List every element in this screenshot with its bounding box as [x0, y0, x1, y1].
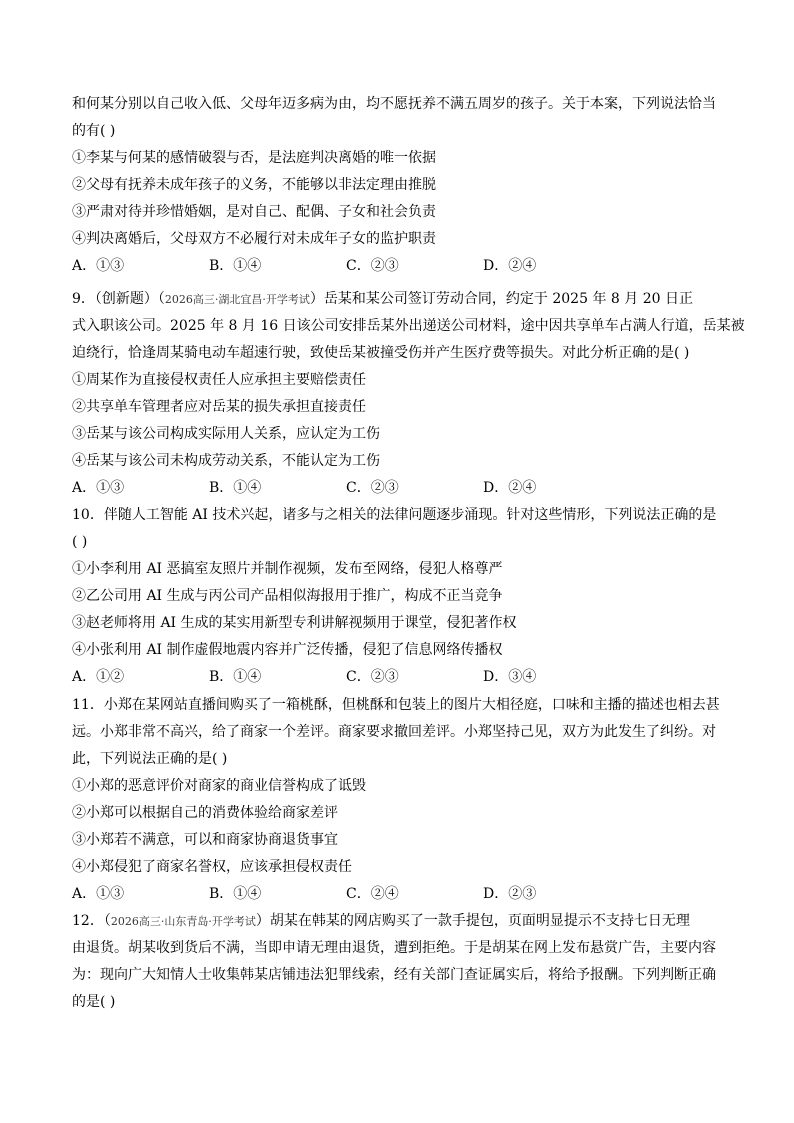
- question-tag: （创新题）（: [94, 291, 165, 307]
- question-source: 2026高三·山东青岛·开学考试: [110, 915, 256, 928]
- option-c: C．②③: [346, 258, 399, 274]
- option-a: A．①③: [72, 480, 125, 496]
- option-b: B．①④: [209, 258, 262, 274]
- question-8: [72, 91, 732, 280]
- answer-options: [72, 475, 732, 502]
- question-stem-line: 远。小郑非常不高兴，给了商家一个差评。商家要求撤回差评。小郑坚持己见，双方为此发生了纠纷。对: [72, 724, 716, 740]
- option-b: B．①④: [209, 886, 262, 902]
- answer-options: [72, 253, 732, 280]
- question-stem-line: 11．小郑在某网站直播间购买了一箱桃酥，但桃酥和包装上的图片大相径庭，口味和主播的描述也相去甚: [72, 697, 720, 713]
- question-stem-line: 式入职该公司。2025 年 8 月 16 日该公司安排岳某外出递送公司材料，途中因共享单车占满人行道，岳某被: [72, 318, 745, 334]
- question-stem-text: ）胡某在韩某的网店购买了一款手提包，页面明显提示不支持七日无理: [255, 913, 690, 929]
- statement: ③岳某与该公司构成实际用人关系，应认定为工伤: [72, 426, 380, 442]
- statement: ③严肃对待并珍惜婚姻，是对自己、配偶、子女和社会负责: [72, 204, 436, 220]
- option-c: C．②③: [346, 480, 399, 496]
- question-stem-line: 10．伴随人工智能 AI 技术兴起，诸多与之相关的法律问题逐步涌现。针对这些情形，下列说法正确的是: [72, 507, 717, 523]
- statement: ④岳某与该公司未构成劳动关系，不能认定为工伤: [72, 453, 380, 469]
- question-stem-line: 由退货。胡某收到货后不满，当即申请无理由退货，遭到拒绝。于是胡某在网上发布悬赏广告，主要内容: [72, 940, 716, 956]
- option-a: A．①②: [72, 669, 125, 685]
- question-stem-text: ）岳某和某公司签订劳动合同，约定于 2025 年 8 月 20 日正: [309, 291, 693, 307]
- question-stem-line: 的是( ): [72, 994, 116, 1010]
- question-12: [72, 908, 732, 1016]
- statement: ②小郑可以根据自己的消费体验给商家差评: [72, 805, 338, 821]
- question-stem-line: [72, 908, 732, 935]
- question-number: 12．（: [72, 913, 111, 929]
- question-stem-line: 此，下列说法正确的是( ): [72, 751, 228, 767]
- option-d: D．②④: [483, 480, 537, 496]
- statement: ①周某作为直接侵权责任人应承担主要赔偿责任: [72, 372, 366, 388]
- statement: ②父母有抚养未成年孩子的义务，不能够以非法定理由推脱: [72, 177, 436, 193]
- answer-options: [72, 664, 732, 691]
- option-b: B．①④: [209, 669, 262, 685]
- option-d: D．②③: [483, 886, 537, 902]
- statement: ④小张利用 AI 制作虚假地震内容并广泛传播，侵犯了信息网络传播权: [72, 642, 503, 658]
- statement: ①李某与何某的感情破裂与否，是法庭判决离婚的唯一依据: [72, 150, 436, 166]
- option-b: B．①④: [209, 480, 262, 496]
- statement: ③赵老师将用 AI 生成的某实用新型专利讲解视频用于课堂，侵犯著作权: [72, 615, 517, 631]
- option-a: A．①③: [72, 258, 125, 274]
- statement: ③小郑若不满意，可以和商家协商退货事宜: [72, 832, 338, 848]
- option-c: C．②③: [346, 669, 399, 685]
- option-a: A．①③: [72, 886, 125, 902]
- question-source: 2026高三·湖北宜昌·开学考试: [164, 293, 310, 306]
- statement: ④判决离婚后，父母双方不必履行对未成年子女的监护职责: [72, 231, 436, 247]
- question-10: [72, 502, 732, 691]
- option-d: D．②④: [483, 258, 537, 274]
- question-11: [72, 692, 732, 908]
- question-stem-line: [72, 286, 732, 313]
- question-stem-line: 的有( ): [72, 123, 116, 139]
- statement: ①小李利用 AI 恶搞室友照片并制作视频，发布至网络，侵犯人格尊严: [72, 561, 503, 577]
- statement: ②共享单车管理者应对岳某的损失承担直接责任: [72, 399, 366, 415]
- question-stem-line: ( ): [72, 534, 88, 550]
- answer-options: [72, 881, 732, 908]
- question-stem-line: 为：现向广大知情人士收集韩某店铺违法犯罪线索，经有关部门查证属实后，将给予报酬。下列判断正确: [72, 967, 716, 983]
- question-stem-line: 和何某分别以自己收入低、父母年迈多病为由，均不愿抚养不满五周岁的孩子。关于本案，下列说法恰当: [72, 96, 716, 112]
- question-number: 9．: [72, 291, 95, 307]
- statement: ④小郑侵犯了商家名誉权，应该承担侵权责任: [72, 859, 352, 875]
- statement: ①小郑的恶意评价对商家的商业信誉构成了诋毁: [72, 778, 366, 794]
- option-d: D．③④: [483, 669, 537, 685]
- question-stem-line: 迫绕行，恰逢周某骑电动车超速行驶，致使岳某被撞受伤并产生医疗费等损失。对此分析正确的是( ): [72, 345, 690, 361]
- statement: ②乙公司用 AI 生成与丙公司产品相似海报用于推广，构成不正当竞争: [72, 588, 503, 604]
- option-c: C．②④: [346, 886, 399, 902]
- question-9: [72, 286, 745, 502]
